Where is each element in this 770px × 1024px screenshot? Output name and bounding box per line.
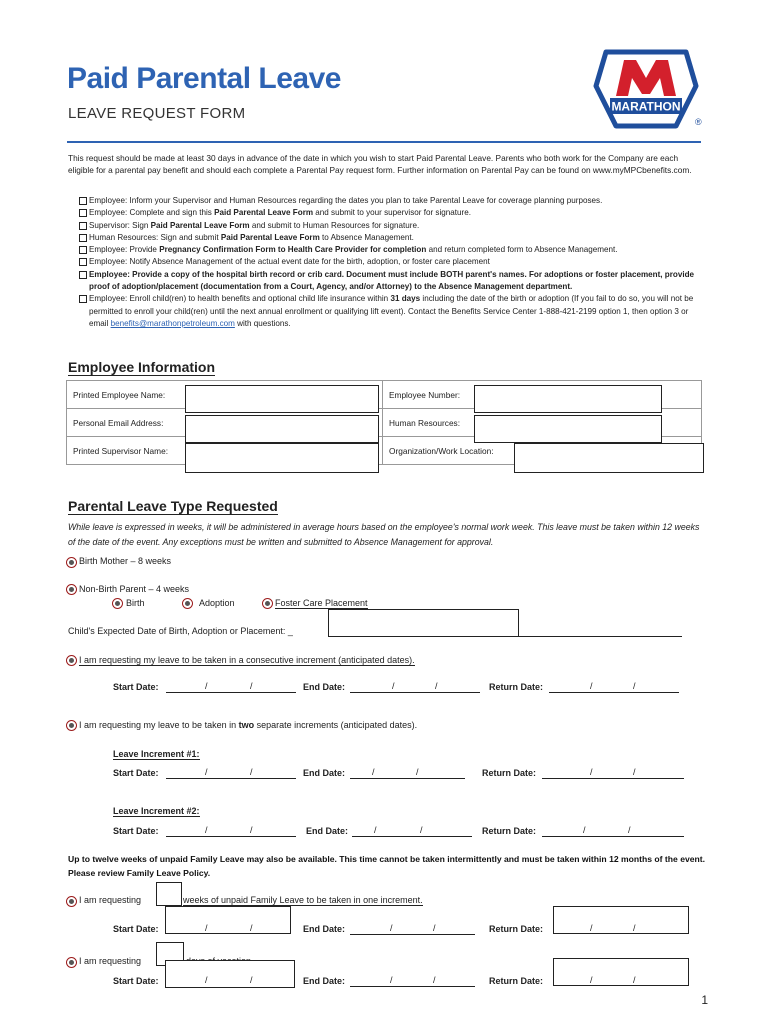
birth-radio[interactable] (112, 598, 123, 609)
header-rule (67, 141, 701, 143)
start-date-label: Start Date: (113, 826, 159, 836)
form-subtitle: LEAVE REQUEST FORM (68, 105, 246, 122)
start-date-line[interactable] (166, 778, 296, 779)
date-separator: / (633, 681, 636, 691)
separate-increments-label: I am requesting my leave to be taken in two separate increments (anticipated dates). (79, 720, 418, 730)
date-separator: / (633, 767, 636, 777)
separate-increments-radio[interactable] (66, 720, 77, 731)
birth-mother-radio[interactable] (66, 557, 77, 568)
supervisor-name-label: Printed Supervisor Name: (67, 437, 383, 465)
start-date-label: Start Date: (113, 976, 159, 986)
return-date-line[interactable] (542, 836, 684, 837)
birth-label: Birth (126, 598, 145, 608)
date-separator: / (250, 825, 253, 835)
expected-date-field[interactable] (328, 609, 519, 637)
date-separator: / (590, 923, 593, 933)
checkbox-icon (79, 209, 87, 217)
list-item: Employee: Enroll child(ren) to health benefits and optional child life insurance within 31 days including the date of the birth or adoption (If you fail to do so, you will not be permitted to enroll your child(ren) until the next annual enrollment or qualifying lift event). Contact the Benefits Service Center 1-888-421-2199 option 1, then option 3 or email benefits@marathonpetroleum.com with questions. (79, 293, 704, 330)
return-date-label: Return Date: (489, 976, 544, 986)
birth-mother-label: Birth Mother – 8 weeks (79, 556, 172, 566)
employee-name-field[interactable] (185, 385, 379, 413)
end-date-label: End Date: (303, 976, 346, 986)
date-separator: / (590, 681, 593, 691)
date-separator: / (205, 923, 208, 933)
date-separator: / (205, 825, 208, 835)
vacation-pre: I am requesting (79, 956, 142, 966)
logo-text: MARATHON (611, 99, 681, 114)
end-date-label: End Date: (303, 768, 346, 778)
checkbox-icon (79, 222, 87, 230)
list-item: Employee: Complete and sign this Paid Parental Leave Form and submit to your supervisor for signature. (79, 207, 704, 219)
work-location-label: Organization/Work Location: (383, 437, 702, 465)
marathon-logo (592, 46, 700, 130)
end-date-line[interactable] (350, 934, 475, 935)
form-title: Paid Parental Leave (67, 62, 341, 95)
start-date-label: Start Date: (113, 768, 159, 778)
work-location-field[interactable] (514, 443, 704, 473)
consecutive-radio[interactable] (66, 655, 77, 666)
date-separator: / (583, 825, 586, 835)
employee-info-heading: Employee Information (68, 359, 216, 375)
date-separator: / (374, 825, 377, 835)
personal-email-field[interactable] (185, 415, 379, 443)
list-item: Employee: Provide a copy of the hospital birth record or crib card. Document must include BOTH parent's names. For adoptions or foster placement, provide proof of adoption/placement (documentation from a Court, Agency, and/or Attorney) to the Absence Management department. (79, 269, 704, 294)
end-date-line[interactable] (350, 986, 475, 987)
list-item: Employee: Provide Pregnancy Confirmation Form to Health Care Provider for completion and return completed form to Absence Management. (79, 244, 704, 256)
date-separator: / (250, 767, 253, 777)
non-birth-parent-radio[interactable] (66, 584, 77, 595)
date-separator: / (633, 975, 636, 985)
registered-mark: ® (695, 117, 702, 127)
date-separator: / (633, 923, 636, 933)
end-date-line[interactable] (350, 778, 465, 779)
date-separator: / (433, 975, 436, 985)
date-separator: / (416, 767, 419, 777)
date-separator: / (392, 681, 395, 691)
page-number: 1 (701, 993, 708, 1007)
end-date-label: End Date: (303, 682, 346, 692)
date-separator: / (390, 923, 393, 933)
date-separator: / (420, 825, 423, 835)
return-date-label: Return Date: (482, 826, 537, 836)
increment-1-label: Leave Increment #1: (113, 749, 200, 759)
start-date-label: Start Date: (113, 924, 159, 934)
instruction-list (79, 195, 704, 330)
list-item: Employee: Notify Absence Management of the actual event date for the birth, adoption, or foster care placement (79, 256, 704, 268)
start-date-line[interactable] (166, 836, 296, 837)
date-separator: / (205, 681, 208, 691)
employee-number-label: Employee Number: (383, 381, 702, 409)
consecutive-label: I am requesting my leave to be taken in a consecutive increment (anticipated dates). (79, 655, 415, 665)
end-date-label: End Date: (303, 924, 346, 934)
expected-date-label: Child's Expected Date of Birth, Adoption or Placement: _ (68, 626, 293, 636)
personal-email-label: Personal Email Address: (67, 409, 383, 437)
date-separator: / (372, 767, 375, 777)
foster-care-label: Foster Care Placement (275, 598, 368, 608)
vacation-return-date-field[interactable] (553, 958, 689, 986)
date-separator: / (590, 767, 593, 777)
checkbox-icon (79, 271, 87, 279)
leave-type-note: While leave is expressed in weeks, it will be administered in average hours based on the employee's normal work week. This leave must be taken within 12 weeks of the date of the event. Any exceptions must be written and submitted to Absence Management for approval. (68, 522, 700, 547)
checkbox-icon (79, 295, 87, 303)
return-date-line[interactable] (549, 692, 679, 693)
checkbox-icon (79, 234, 87, 242)
unpaid-start-date-field[interactable] (165, 906, 291, 934)
date-separator: / (390, 975, 393, 985)
list-item: Employee: Inform your Supervisor and Human Resources regarding the dates you plan to take Parental Leave for coverage planning purposes. (79, 195, 704, 207)
date-separator: / (205, 975, 208, 985)
end-date-line[interactable] (352, 836, 472, 837)
leave-type-heading: Parental Leave Type Requested (68, 498, 278, 514)
unpaid-leave-radio[interactable] (66, 896, 77, 907)
date-separator: / (590, 975, 593, 985)
checkbox-icon (79, 258, 87, 266)
vacation-radio[interactable] (66, 957, 77, 968)
foster-care-radio[interactable] (262, 598, 273, 609)
human-resources-label: Human Resources: (383, 409, 702, 437)
unpaid-return-date-field[interactable] (553, 906, 689, 934)
unpaid-weeks-field[interactable] (156, 882, 182, 906)
date-separator: / (250, 923, 253, 933)
start-date-label: Start Date: (113, 682, 159, 692)
unpaid-leave-pre: I am requesting (79, 895, 142, 905)
unpaid-leave-post: weeks of unpaid Family Leave to be taken in one increment. (183, 895, 423, 905)
start-date-line[interactable] (166, 692, 296, 693)
date-separator: / (433, 923, 436, 933)
intro-paragraph: This request should be made at least 30 days in advance of the date in which you wish to start Paid Parental Leave. Parents who both work for the Company are each eligible for a parental pay benefit and should each complete a Parental Pay request form. Further information on Parental Pay can be found on www.myMPCbenefits.com. (68, 153, 692, 175)
supervisor-name-field[interactable] (185, 443, 379, 473)
vacation-start-date-field[interactable] (165, 960, 295, 988)
list-item: Supervisor: Sign Paid Parental Leave Form and submit to Human Resources for signature. (79, 220, 704, 232)
end-date-label: End Date: (306, 826, 349, 836)
return-date-label: Return Date: (482, 768, 537, 778)
increment-2-label: Leave Increment #2: (113, 806, 200, 816)
return-date-label: Return Date: (489, 924, 544, 934)
benefits-email-link[interactable]: benefits@marathonpetroleum.com (110, 318, 235, 328)
date-separator: / (628, 825, 631, 835)
date-separator: / (435, 681, 438, 691)
date-separator: / (250, 975, 253, 985)
human-resources-field[interactable] (474, 415, 662, 443)
employee-name-label: Printed Employee Name: (67, 381, 383, 409)
end-date-line[interactable] (350, 692, 480, 693)
checkbox-icon (79, 197, 87, 205)
non-birth-parent-label: Non-Birth Parent – 4 weeks (79, 584, 190, 594)
unpaid-leave-note: Up to twelve weeks of unpaid Family Leave may also be available. This time cannot be taken intermittently and must be taken within 12 months of the event. Please review Family Leave Policy. (68, 854, 706, 878)
date-separator: / (205, 767, 208, 777)
employee-number-field[interactable] (474, 385, 662, 413)
return-date-line[interactable] (542, 778, 684, 779)
adoption-radio[interactable] (182, 598, 193, 609)
date-separator: / (250, 681, 253, 691)
adoption-label: Adoption (199, 598, 235, 608)
return-date-label: Return Date: (489, 682, 544, 692)
checkbox-icon (79, 246, 87, 254)
list-item: Human Resources: Sign and submit Paid Parental Leave Form to Absence Management. (79, 232, 704, 244)
